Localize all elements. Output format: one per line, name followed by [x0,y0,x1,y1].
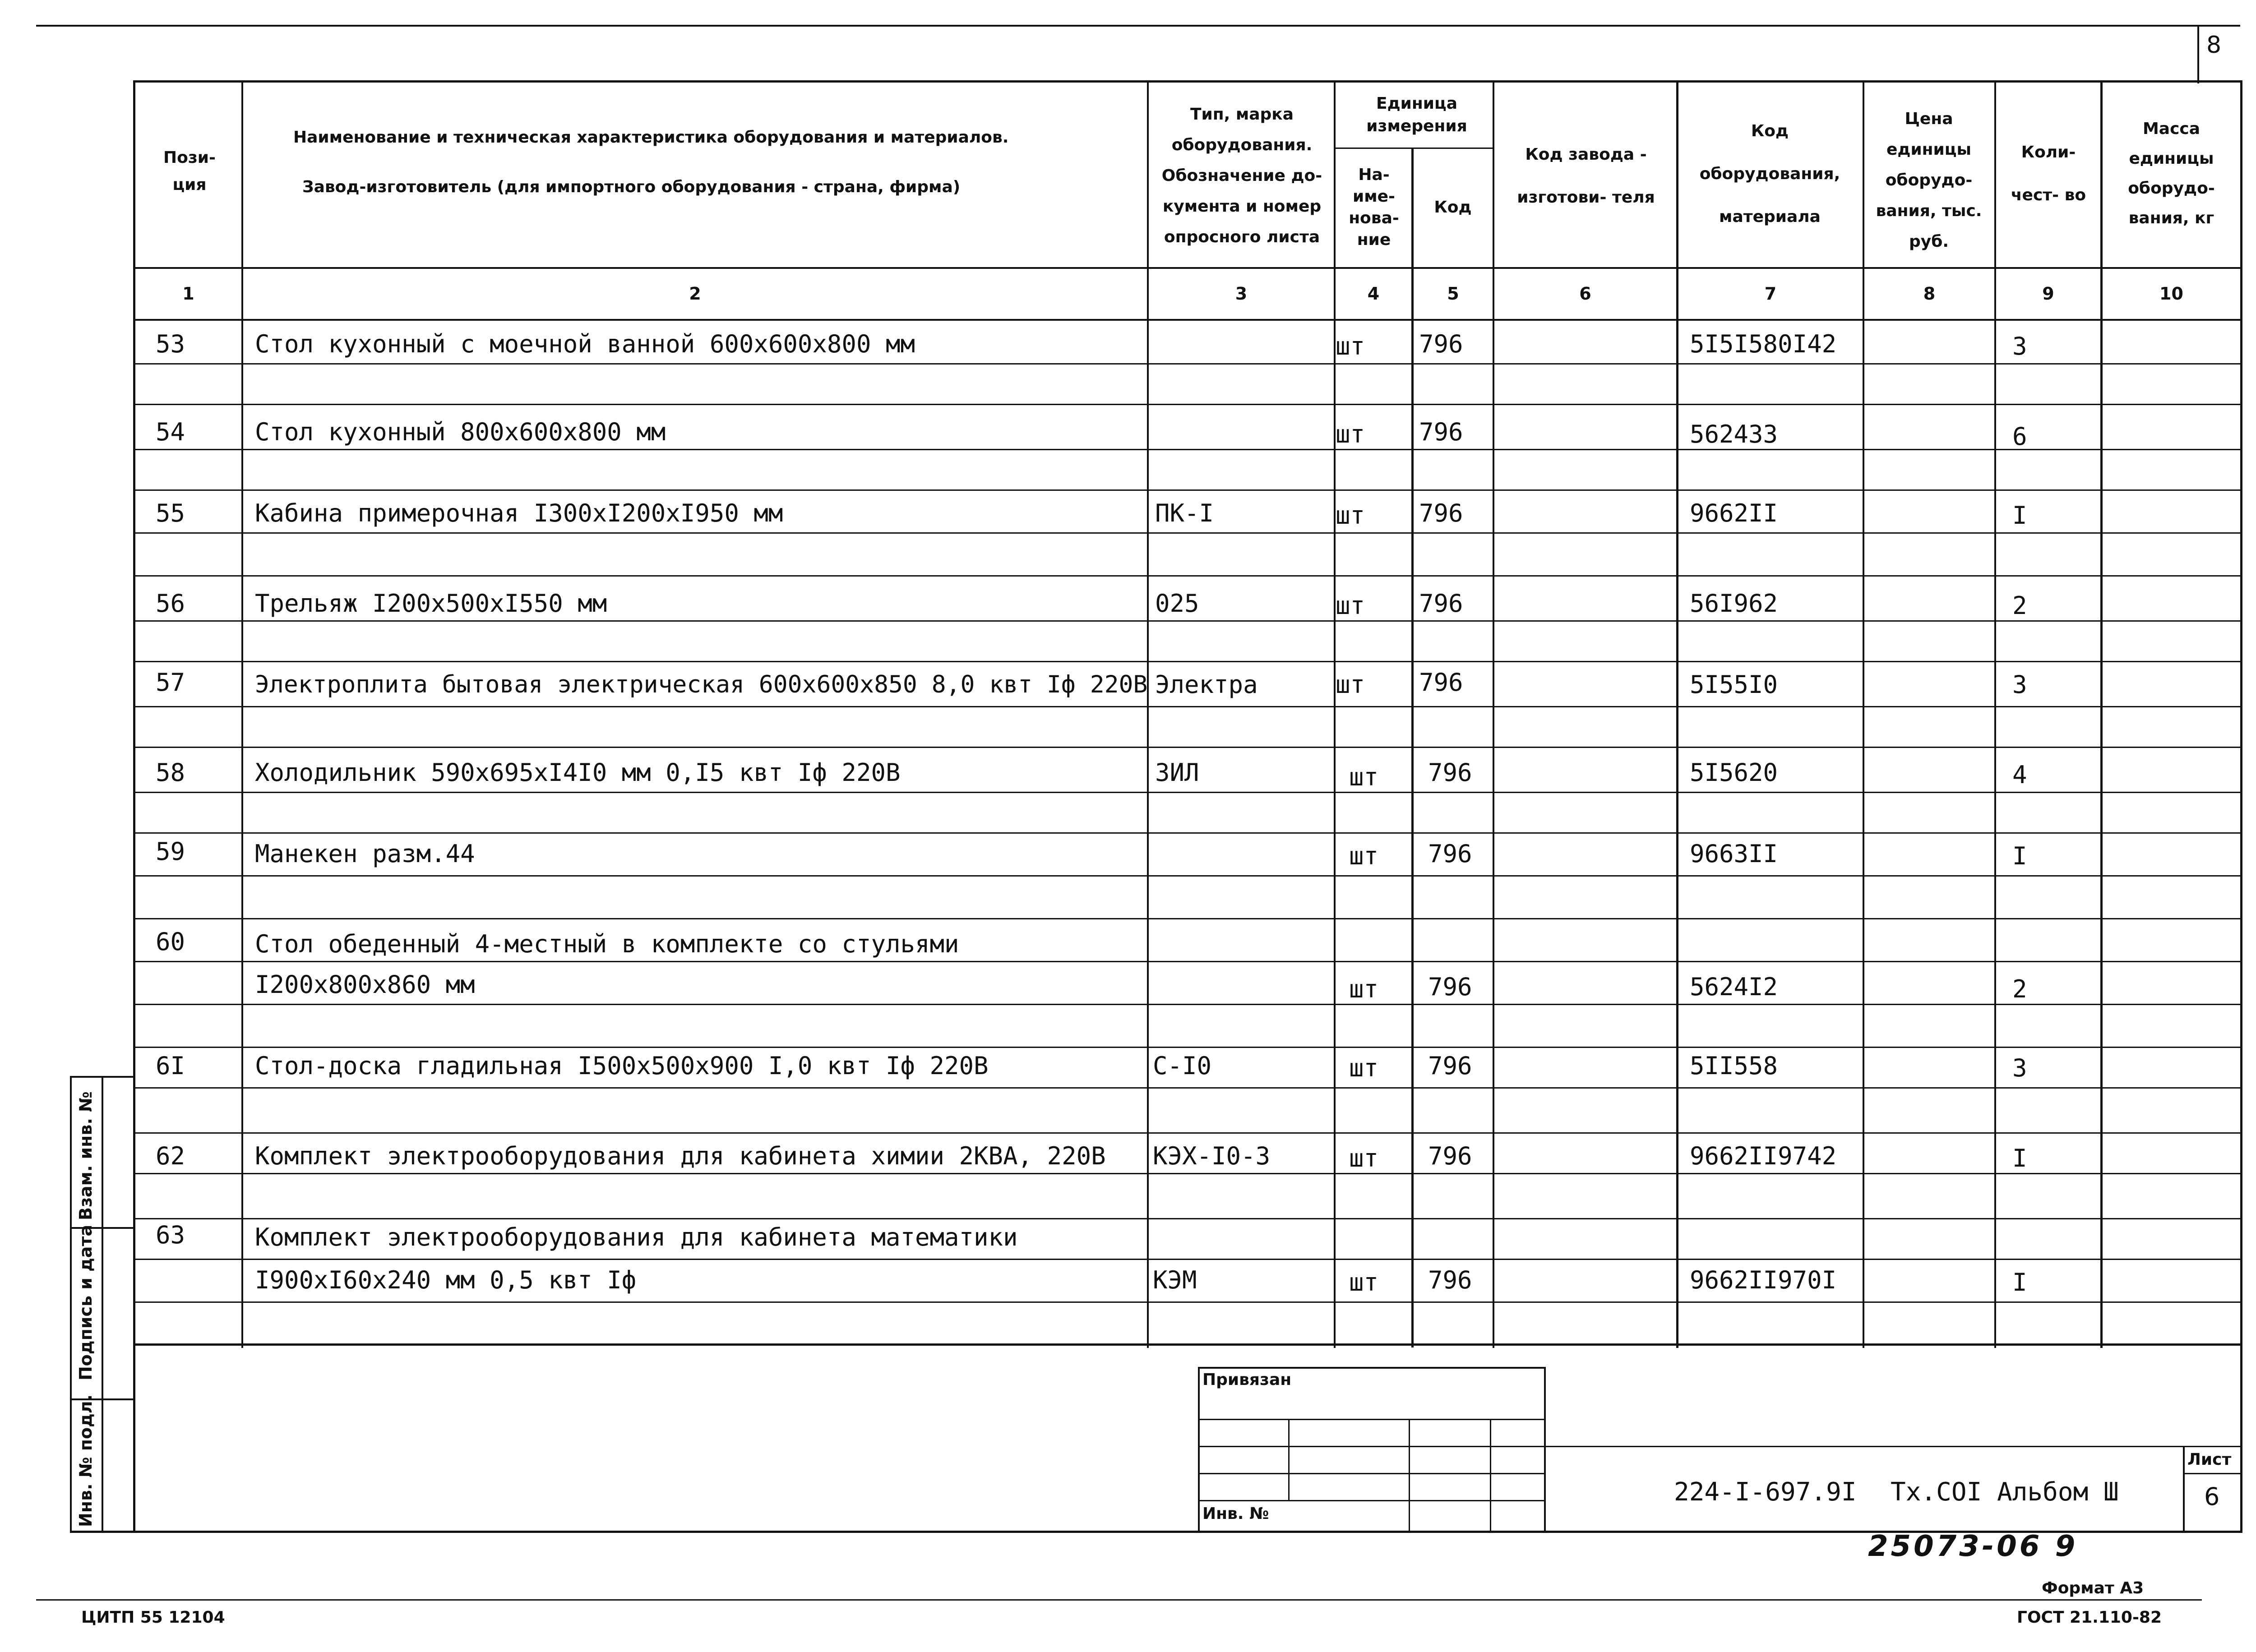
row-item-code: 9662II [1690,499,1778,527]
sheet-label: Лист [2187,1450,2232,1469]
row-unit: шт [1336,501,1365,530]
column-number: 5 [1447,284,1459,304]
row-line [133,575,2241,577]
header-price: Цена единицы оборудо- вания, тыс. руб. [1876,110,1982,251]
header-item-code: Код оборудования, материала [1699,121,1840,226]
row-unit: шт [1349,1054,1379,1082]
row-quantity: 3 [2012,670,2027,699]
row-unit-code: 796 [1419,499,1463,527]
row-quantity: 4 [2012,761,2027,789]
page-number: 8 [2206,32,2222,59]
row-type: Электра [1155,670,1258,699]
table-top [133,80,2241,83]
tb-line [1198,1500,1545,1501]
row-item-code: 5I55I0 [1690,670,1778,699]
header-position: Пози- ция [163,148,216,194]
row-unit: шт [1349,1144,1379,1172]
row-item-code: 9663II [1690,840,1778,868]
row-line [133,1004,2241,1005]
row-quantity: I [2012,501,2027,530]
row-type: КЭХ-I0-3 [1153,1142,1271,1170]
column-number: 4 [1367,284,1380,304]
row-name: Комплект электрооборудования для кабинета математики [255,1223,1018,1251]
privyazan-label: Привязан [1202,1371,1292,1389]
footer-left: ЦИТП 55 12104 [81,1608,225,1627]
tb-line [1198,1367,1200,1533]
side-stamp-left [70,1076,72,1533]
unit-subheader-line [1335,148,1493,149]
header-unit-code: Код [1434,198,1472,217]
column-number: 8 [1923,284,1936,304]
row-line [133,1301,2241,1303]
row-quantity: 2 [2012,591,2027,620]
row-line [133,961,2241,962]
row-type: 025 [1155,589,1199,618]
row-quantity: 3 [2012,332,2027,360]
row-unit: шт [1336,420,1365,448]
row-name: Стол обеденный 4-местный в комплекте со стульями [255,930,959,958]
row-unit: шт [1349,842,1379,870]
row-unit: шт [1336,332,1365,360]
tb-line [1198,1367,1545,1369]
row-position: 62 [156,1142,185,1170]
column-number: 1 [182,284,194,304]
body-bottom [133,1343,2241,1346]
row-name: Стол кухонный 800х600х800 мм [255,418,666,446]
row-line [133,620,2241,622]
row-line [133,832,2241,834]
row-type: ЗИЛ [1155,758,1199,787]
row-position: 55 [156,499,185,527]
top-border [36,25,2240,27]
row-name: Манекен разм.44 [255,840,475,868]
row-line [133,1259,2241,1260]
row-position: 54 [156,418,185,446]
row-line [133,1087,2241,1089]
row-line [133,1173,2241,1174]
row-line [133,918,2241,919]
row-unit-code: 796 [1419,589,1463,618]
row-line [133,1132,2241,1134]
row-quantity: 6 [2012,422,2027,451]
row-type: С-I0 [1153,1052,1212,1080]
column-number: 3 [1235,284,1248,304]
row-position: 60 [156,928,185,956]
tb-line [1409,1419,1410,1532]
header-type: Тип, марка оборудования. Обозначение до- кумента и номер опросного листа [1161,105,1322,246]
header-quantity: Коли- чест- во [2011,143,2086,204]
row-line [133,449,2241,450]
row-line [133,532,2241,534]
header-mass: Масса единицы оборудо- вания, кг [2128,120,2215,227]
row-item-code: 9662II970I [1690,1266,1837,1294]
row-item-code: 5II558 [1690,1052,1778,1080]
side-stamp-inv-original: Инв. № подл. [76,1394,96,1527]
row-position: 63 [156,1221,185,1249]
column-number: 6 [1579,284,1591,304]
row-quantity: I [2012,1144,2027,1172]
row-item-code: 562433 [1690,420,1778,448]
row-name: Холодильник 590х695хI4I0 мм 0,I5 квт Iф 220В [255,758,901,787]
row-line [133,1047,2241,1048]
row-unit-code: 796 [1428,1052,1472,1080]
header-unit-group: Единица измерения [1366,94,1467,135]
header-name-line1: Наименование и техническая характеристика оборудования и материалов. [293,128,1009,147]
row-unit-code: 796 [1428,758,1472,787]
row-position: 6I [156,1052,185,1080]
row-item-code: 5624I2 [1690,973,1778,1001]
row-unit-code: 796 [1428,1142,1472,1170]
row-position: 53 [156,330,185,358]
column-number: 2 [689,284,701,304]
row-type: ПК-I [1155,499,1214,527]
row-unit-code: 796 [1419,330,1463,358]
colnums-bottom [133,319,2241,321]
column-number: 10 [2159,284,2183,304]
inv-no-label: Инв. № [1202,1504,1269,1523]
row-line [133,875,2241,877]
side-stamp-mid [102,1076,103,1533]
row-name: Комплект электрооборудования для кабинета химии 2КВА, 220В [255,1142,1106,1170]
row-item-code: 56I962 [1690,589,1778,618]
column-number: 9 [2042,284,2054,304]
row-position: 58 [156,758,185,787]
row-name-cont: I200х800х860 мм [255,970,475,999]
row-unit-code: 796 [1428,973,1472,1001]
row-name: Кабина примерочная I300xI200xI950 мм [255,499,783,527]
footer-gost: ГОСТ 21.110-82 [2017,1608,2162,1627]
album-label: Тх.СОI Альбом Ш [1891,1477,2119,1507]
side-stamp-top [70,1076,135,1078]
row-quantity: I [2012,842,2027,870]
side-stamp-replace-inv: Взам. инв. № [76,1091,96,1220]
row-quantity: 2 [2012,975,2027,1003]
row-line [133,404,2241,405]
row-name: Стол кухонный с моечной ванной 600х600х800 мм [255,330,915,358]
row-unit: шт [1349,975,1379,1003]
column-number: 7 [1764,284,1777,304]
row-unit: шт [1349,1268,1379,1297]
tb-line [2183,1473,2242,1474]
row-name: Трельяж I200х500хI550 мм [255,589,607,618]
header-name-line2: Завод-изготовитель (для импортного оборудования - страна, фирма) [302,178,961,196]
side-stamp-signature-date: Подпись и дата [76,1224,96,1380]
row-quantity: I [2012,1268,2027,1297]
row-unit-code: 796 [1428,840,1472,868]
row-unit-code: 796 [1419,418,1463,446]
row-item-code: 5I5I580I42 [1690,330,1837,358]
row-name-cont: I900хI60х240 мм 0,5 квт Iф [255,1266,637,1294]
tb-line [1198,1473,1545,1474]
tb-line [1288,1419,1290,1500]
row-line [133,747,2241,748]
row-name: Стол-доска гладильная I500х500х900 I,0 квт Iф 220В [255,1052,989,1080]
tb-line [1198,1419,1545,1420]
row-line [133,661,2241,662]
footer-format: Формат А3 [2042,1579,2144,1597]
row-line [133,363,2241,365]
header-unit-name: На- име- нова- ние [1349,166,1399,249]
row-item-code: 9662II9742 [1690,1142,1837,1170]
row-quantity: 3 [2012,1054,2027,1082]
row-unit-code: 796 [1428,1266,1472,1294]
tb-line [2183,1446,2185,1532]
doc-code: 224-I-697.9I [1674,1477,1857,1507]
row-unit: шт [1336,670,1365,699]
header-plant-code: Код завода - изготови- теля [1517,145,1655,207]
row-unit: шт [1349,763,1379,791]
table-right [2240,80,2242,1533]
footer-line [36,1599,2202,1601]
row-type: КЭМ [1153,1266,1197,1294]
tb-line [1490,1419,1491,1532]
row-unit-code: 796 [1419,668,1463,697]
handwritten-number: 25073-06 9 [1868,1530,2078,1563]
row-item-code: 5I5620 [1690,758,1778,787]
tb-line [1544,1367,1546,1533]
row-line [133,489,2241,491]
tb-line [1544,1446,2241,1447]
row-line [133,792,2241,793]
row-name: Электроплита бытовая электрическая 600х600х850 8,0 квт Iф 220В [255,671,1148,698]
row-position: 59 [156,837,185,866]
row-unit: шт [1336,591,1365,620]
sheet-number: 6 [2204,1482,2220,1511]
row-position: 56 [156,589,185,618]
row-line [133,1218,2241,1219]
page-number-box-left [2197,25,2199,83]
row-position: 57 [156,668,185,697]
row-line [133,706,2241,707]
tb-line [1198,1446,1545,1447]
